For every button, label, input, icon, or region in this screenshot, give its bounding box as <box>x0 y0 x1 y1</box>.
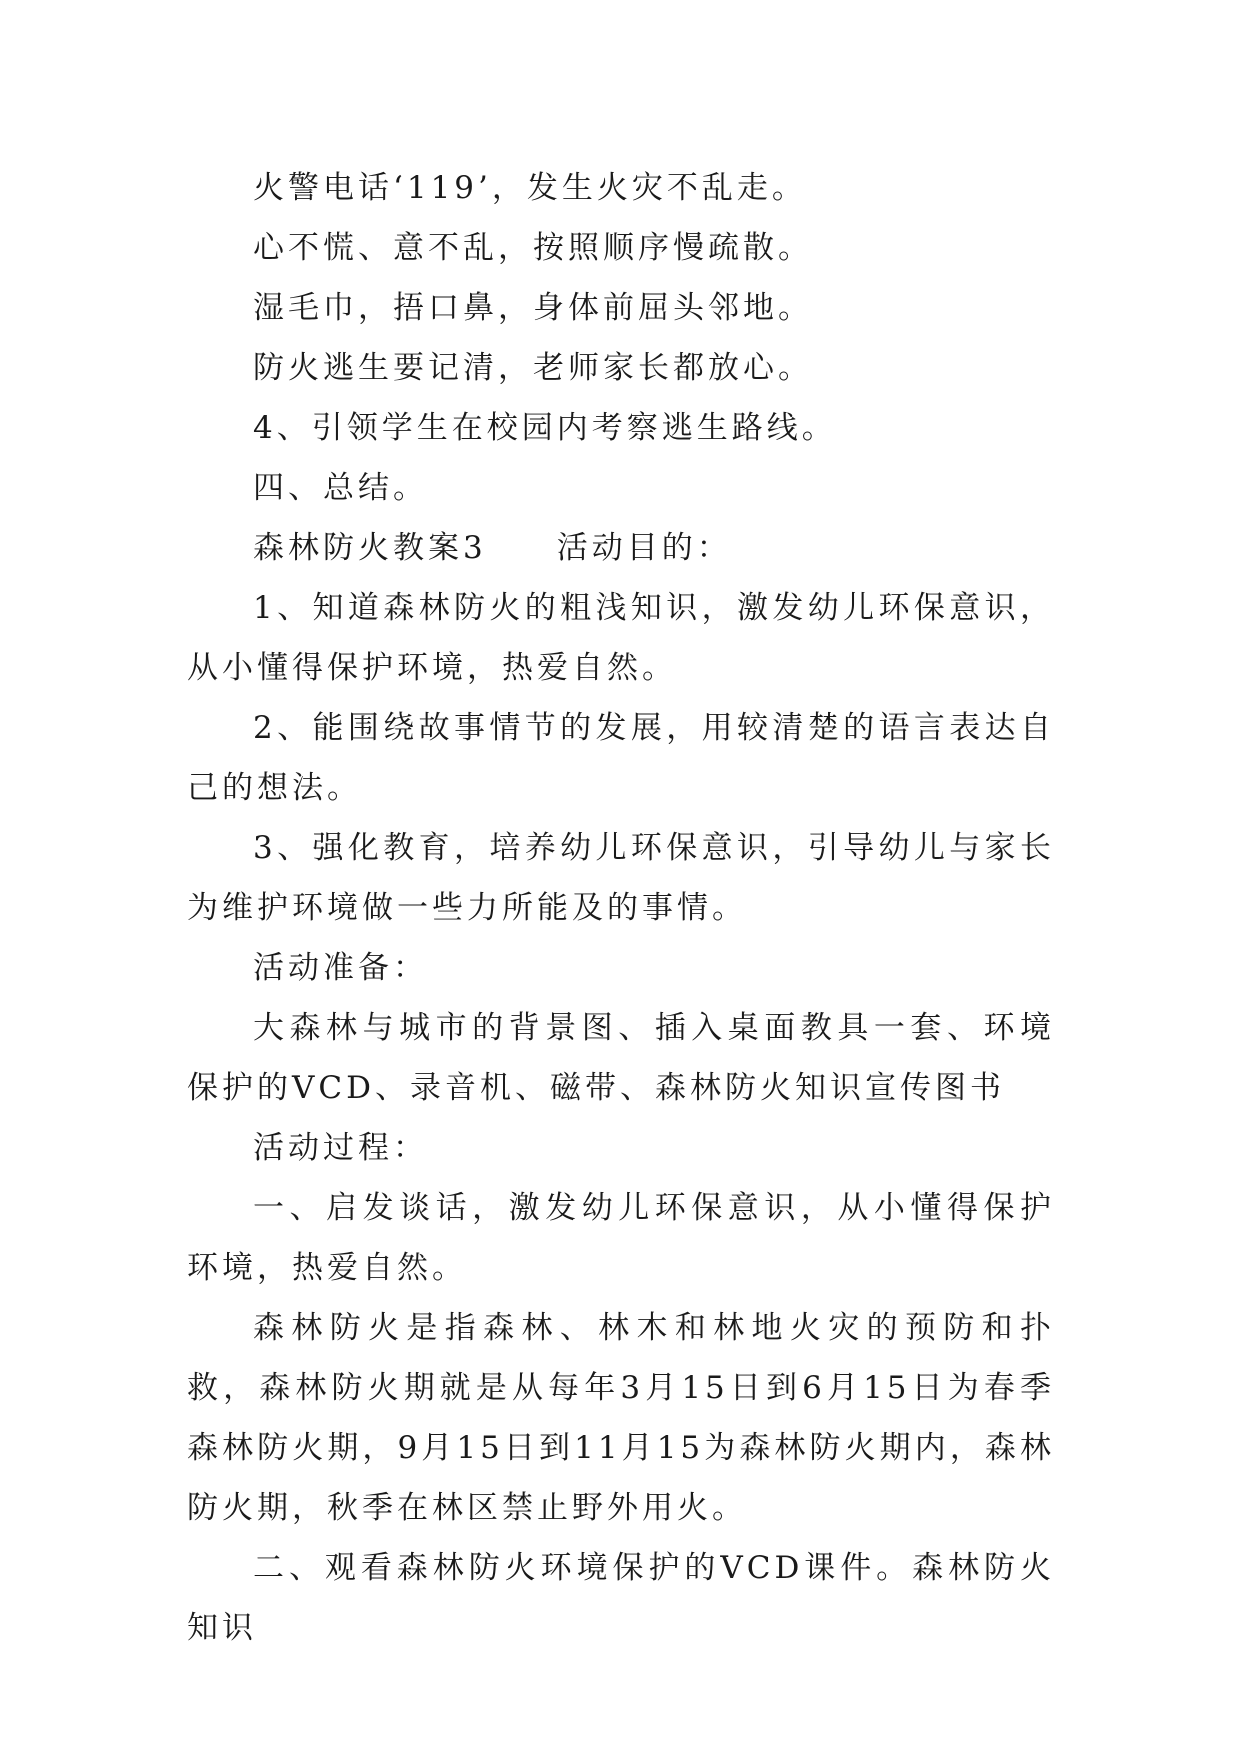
paragraph-preparation: 大森林与城市的背景图、插入桌面教具一套、环境保护的VCD、录音机、磁带、森林防火知识宣传图书 <box>187 1010 1055 1106</box>
paragraph-step-2: 二、观看森林防火环境保护的VCD课件。森林防火知识 <box>187 1550 1055 1646</box>
paragraph-fire-season: 森林防火是指森林、林木和林地火灾的预防和扑救，森林防火期就是从每年3月15日到6月15日为春季森林防火期，9月15日到11月15为森林防火期内，森林防火期，秋季在林区禁止野外用火。 <box>187 1310 1055 1526</box>
document-body <box>187 158 1055 1658</box>
paragraph-preparation-heading: 活动准备： <box>253 950 428 986</box>
paragraph-fire-phone: 火警电话‘119’，发生火灾不乱走。 <box>253 170 807 206</box>
paragraph-process-heading: 活动过程： <box>253 1130 428 1166</box>
paragraph-lesson-heading: 森林防火教案3 活动目的： <box>253 530 732 566</box>
paragraph-wet-towel: 湿毛巾，捂口鼻，身体前屈头邻地。 <box>253 290 813 326</box>
paragraph-goal-3: 3、强化教育，培养幼儿环保意识，引导幼儿与家长为维护环境做一些力所能及的事情。 <box>187 830 1055 926</box>
paragraph-stay-calm: 心不慌、意不乱，按照顺序慢疏散。 <box>253 230 813 266</box>
paragraph-escape-route: 4、引领学生在校园内考察逃生路线。 <box>253 410 837 446</box>
paragraph-goal-2: 2、能围绕故事情节的发展，用较清楚的语言表达自己的想法。 <box>187 710 1055 806</box>
paragraph-remember: 防火逃生要记清，老师家长都放心。 <box>253 350 813 386</box>
paragraph-goal-1: 1、知道森林防火的粗浅知识，激发幼儿环保意识，从小懂得保护环境，热爱自然。 <box>187 590 1055 686</box>
paragraph-step-1: 一、启发谈话，激发幼儿环保意识，从小懂得保护环境，热爱自然。 <box>187 1190 1055 1286</box>
paragraph-summary: 四、总结。 <box>253 470 428 506</box>
